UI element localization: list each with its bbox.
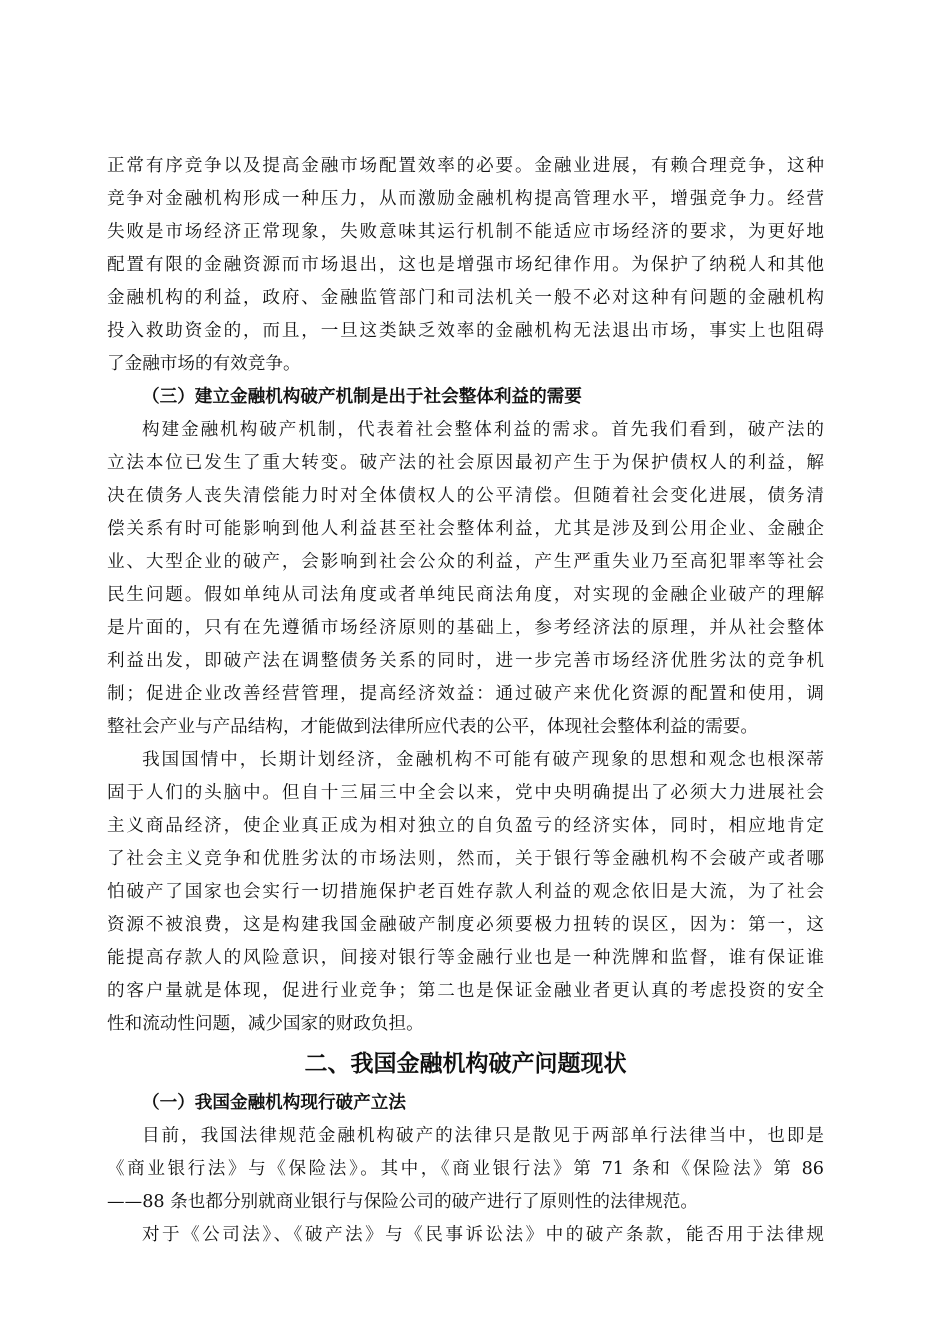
text-line: 决在债务人丧失清偿能力时对全体债权人的公平清偿。但随着社会变化进展，债务清 [107,486,824,506]
text-line: 失败是市场经济正常现象，失败意味其运行机制不能适应市场经济的要求，为更好地 [107,222,824,242]
text-line: 怕破产了国家也会实行一切措施保护老百姓存款人利益的观念依旧是大流，为了社会 [107,882,824,902]
text-line: 配置有限的金融资源而市场退出，这也是增强市场纪律作用。为保护了纳税人和其他 [107,255,824,275]
text-line: 了社会主义竞争和优胜劣汰的市场法则，然而，关于银行等金融机构不会破产或者哪 [107,849,824,869]
text-line: 偿关系有时可能影响到他人利益甚至社会整体利益，尤其是涉及到公用企业、金融企 [107,519,824,539]
subheading-social-interest: （三）建立金融机构破产机制是出于社会整体利益的需要 [142,387,582,407]
text-line: 《商业银行法》与《保险法》。其中，《商业银行法》第 71 条和《保险法》第 86 [107,1159,824,1179]
paragraph-national-conditions [107,744,824,1041]
paragraph-social-interest [107,414,824,744]
text-line: 构建金融机构破产机制，代表着社会整体利益的需求。首先我们看到，破产法的 [142,420,824,440]
text-line: 金融机构的利益，政府、金融监管部门和司法机关一般不必对这种有问题的金融机构 [107,288,824,308]
text-line: 了金融市场的有效竞争。 [107,354,301,374]
document-page [107,150,824,1252]
text-line: 主义商品经济，使企业真正成为相对独立的自负盈亏的经济实体，同时，相应地肯定 [107,816,824,836]
text-line: 我国国情中，长期计划经济，金融机构不可能有破产现象的思想和观念也根深蒂 [142,750,824,770]
text-line: 立法本位已发生了重大转变。破产法的社会原因最初产生于为保护债权人的利益，解 [107,453,824,473]
text-line: 整社会产业与产品结构，才能做到法律所应代表的公平，体现社会整体利益的需要。 [107,717,758,737]
text-line: 固于人们的头脑中。但自十三届三中全会以来，党中央明确提出了必须大力进展社会 [107,783,824,803]
text-line: 业、大型企业的破产，会影响到社会公众的利益，产生严重失业乃至高犯罪率等社会 [107,552,824,572]
paragraph-other-laws [107,1219,824,1252]
text-line: 的客户量就是体现，促进行业竞争；第二也是保证金融业者更认真的考虑投资的安全 [107,981,824,1001]
section-heading-current-status: 二、我国金融机构破产问题现状 [304,1051,627,1077]
text-line: 能提高存款人的风险意识，间接对银行等金融行业也是一种洗牌和监督，谁有保证谁 [107,948,824,968]
text-line: 性和流动性问题，减少国家的财政负担。 [107,1014,424,1034]
paragraph-current-legislation [107,1120,824,1219]
text-line: 制；促进企业改善经营管理，提高经济效益：通过破产来优化资源的配置和使用，调 [107,684,824,704]
text-line: 投入救助资金的，而且，一旦这类缺乏效率的金融机构无法退出市场，事实上也阻碍 [107,321,824,341]
subheading-current-legislation: （一）我国金融机构现行破产立法 [142,1093,406,1113]
text-line: 民生问题。假如单纯从司法角度或者单纯民商法角度，对实现的金融企业破产的理解 [107,585,824,605]
text-line: 正常有序竞争以及提高金融市场配置效率的必要。金融业进展，有赖合理竞争，这种 [107,156,824,176]
text-line: ——88 条也都分别就商业银行与保险公司的破产进行了原则性的法律规范。 [107,1192,698,1212]
text-line: 对于《公司法》、《破产法》与《民事诉讼法》中的破产条款，能否用于法律规 [142,1225,824,1245]
text-line: 竞争对金融机构形成一种压力，从而激励金融机构提高管理水平，增强竞争力。经营 [107,189,824,209]
text-line: 资源不被浪费，这是构建我国金融破产制度必须要极力扭转的误区，因为：第一，这 [107,915,824,935]
text-line: 是片面的，只有在先遵循市场经济原则的基础上，参考经济法的原理，并从社会整体 [107,618,824,638]
paragraph-market-competition [107,150,824,381]
text-line: 目前，我国法律规范金融机构破产的法律只是散见于两部单行法律当中，也即是 [142,1126,824,1146]
text-line: 利益出发，即破产法在调整债务关系的同时，进一步完善市场经济优胜劣汰的竞争机 [107,651,824,671]
